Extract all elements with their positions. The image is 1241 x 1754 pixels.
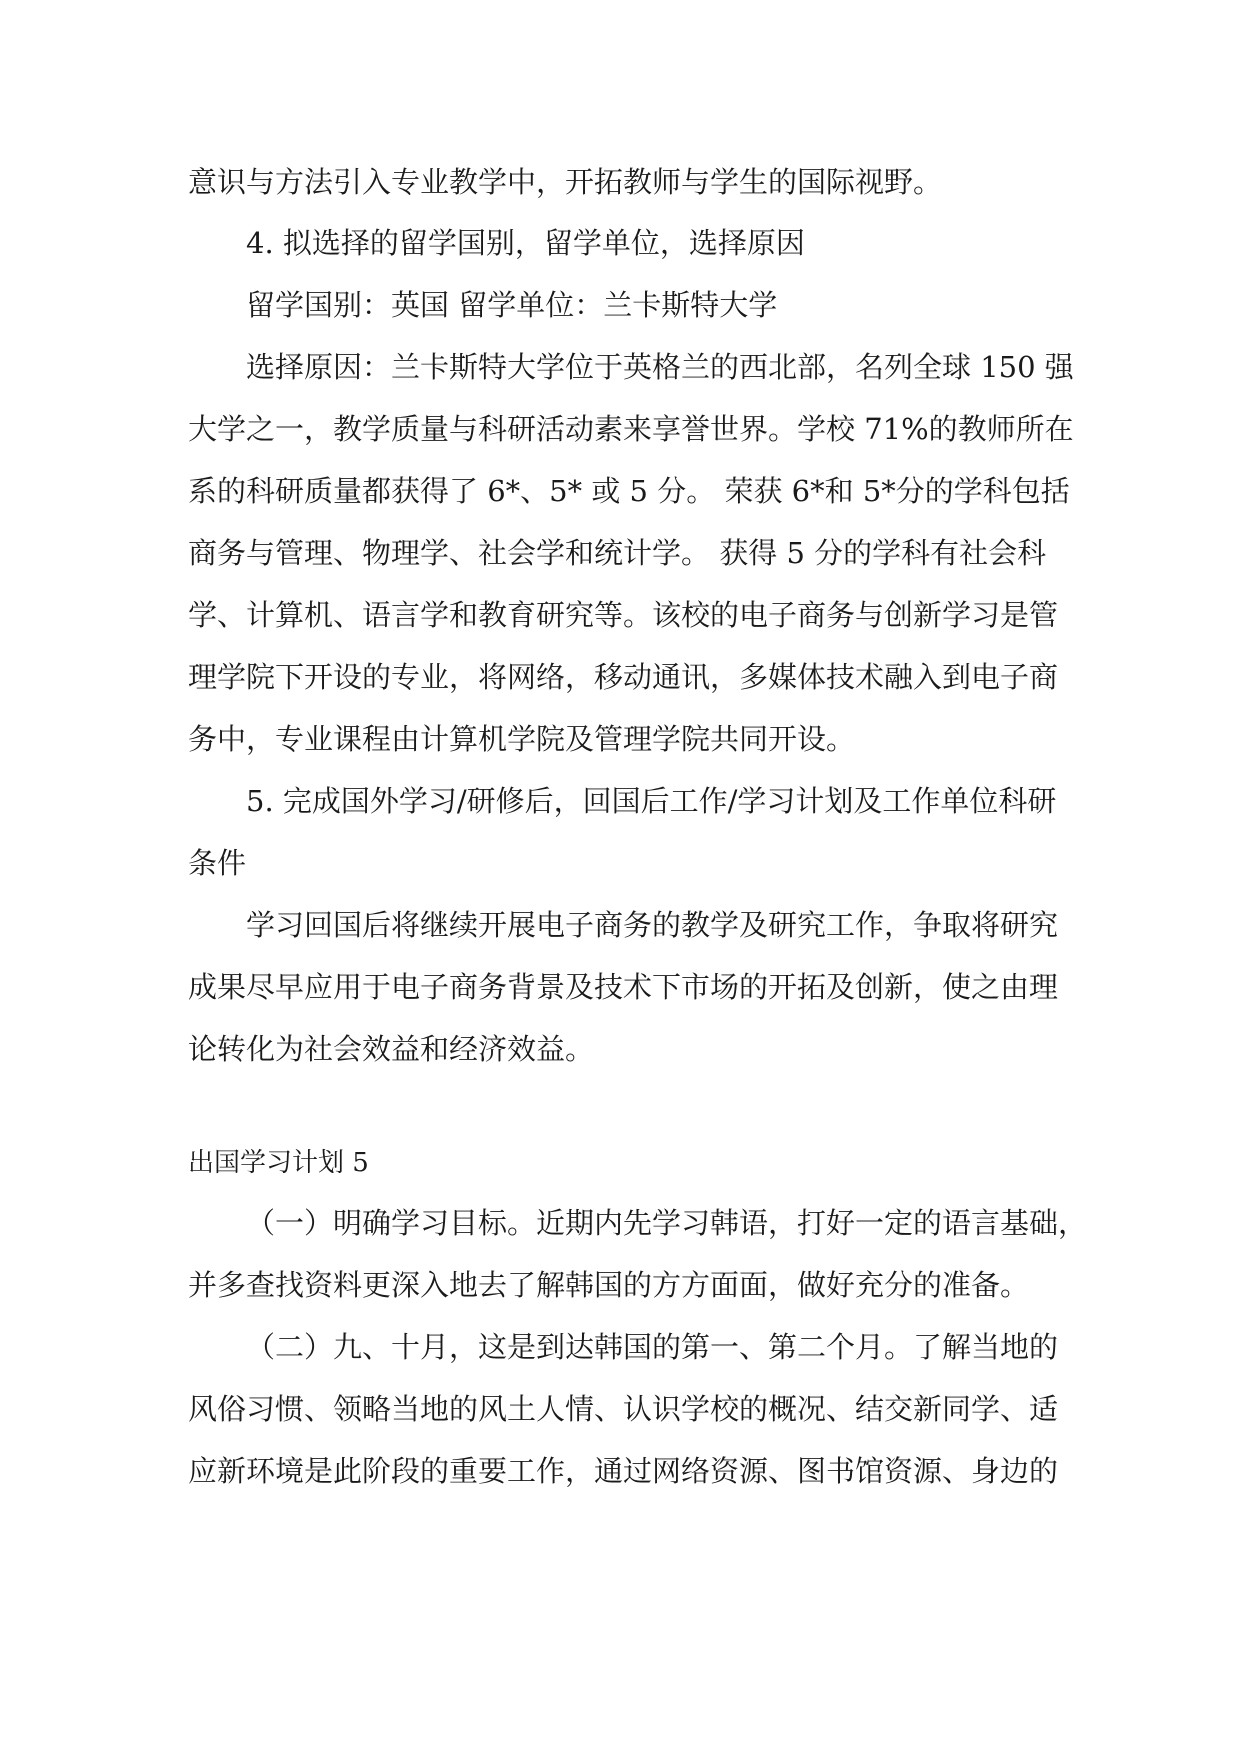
body-text-line: 成果尽早应用于电子商务背景及技术下市场的开拓及创新，使之由理 [188, 970, 1059, 1004]
body-text-line: 应新环境是此阶段的重要工作，通过网络资源、图书馆资源、身边的 [188, 1454, 1059, 1488]
body-text-line: 风俗习惯、领略当地的风土人情、认识学校的概况、结交新同学、适 [188, 1392, 1059, 1426]
section-heading-4: 4. 拟选择的留学国别，留学单位，选择原因 [246, 226, 805, 260]
body-text-line: 学习回国后将继续开展电子商务的教学及研究工作，争取将研究 [246, 908, 1059, 942]
body-text-line: 商务与管理、物理学、社会学和统计学。 获得 5 分的学科有社会科 [188, 536, 1047, 570]
body-text-line: （一）明确学习目标。近期内先学习韩语，打好一定的语言基础， [246, 1206, 1088, 1240]
section-heading-5-continued: 条件 [188, 846, 247, 880]
body-text-line: （二）九、十月，这是到达韩国的第一、第二个月。了解当地的 [246, 1330, 1059, 1364]
body-text-line: 选择原因：兰卡斯特大学位于英格兰的西北部，名列全球 150 强 [246, 350, 1074, 384]
plan-title: 出国学习计划 5 [188, 1148, 369, 1178]
body-text-line: 理学院下开设的专业，将网络，移动通讯，多媒体技术融入到电子商 [188, 660, 1059, 694]
body-text-line: 系的科研质量都获得了 6*、5* 或 5 分。 荣获 6*和 5*分的学科包括 [188, 474, 1070, 508]
body-text-line: 论转化为社会效益和经济效益。 [188, 1032, 595, 1066]
section-heading-5: 5. 完成国外学习/研修后，回国后工作/学习计划及工作单位科研 [246, 784, 1057, 818]
body-text-line: 意识与方法引入专业教学中，开拓教师与学生的国际视野。 [188, 165, 943, 199]
body-text-line: 学、计算机、语言学和教育研究等。该校的电子商务与创新学习是管 [188, 598, 1059, 632]
body-text-line: 大学之一，教学质量与科研活动素来享誉世界。学校 71%的教师所在 [188, 412, 1074, 446]
study-country-line: 留学国别：英国 留学单位：兰卡斯特大学 [246, 288, 778, 322]
body-text-line: 务中，专业课程由计算机学院及管理学院共同开设。 [188, 722, 856, 756]
body-text-line: 并多查找资料更深入地去了解韩国的方方面面，做好充分的准备。 [188, 1268, 1030, 1302]
